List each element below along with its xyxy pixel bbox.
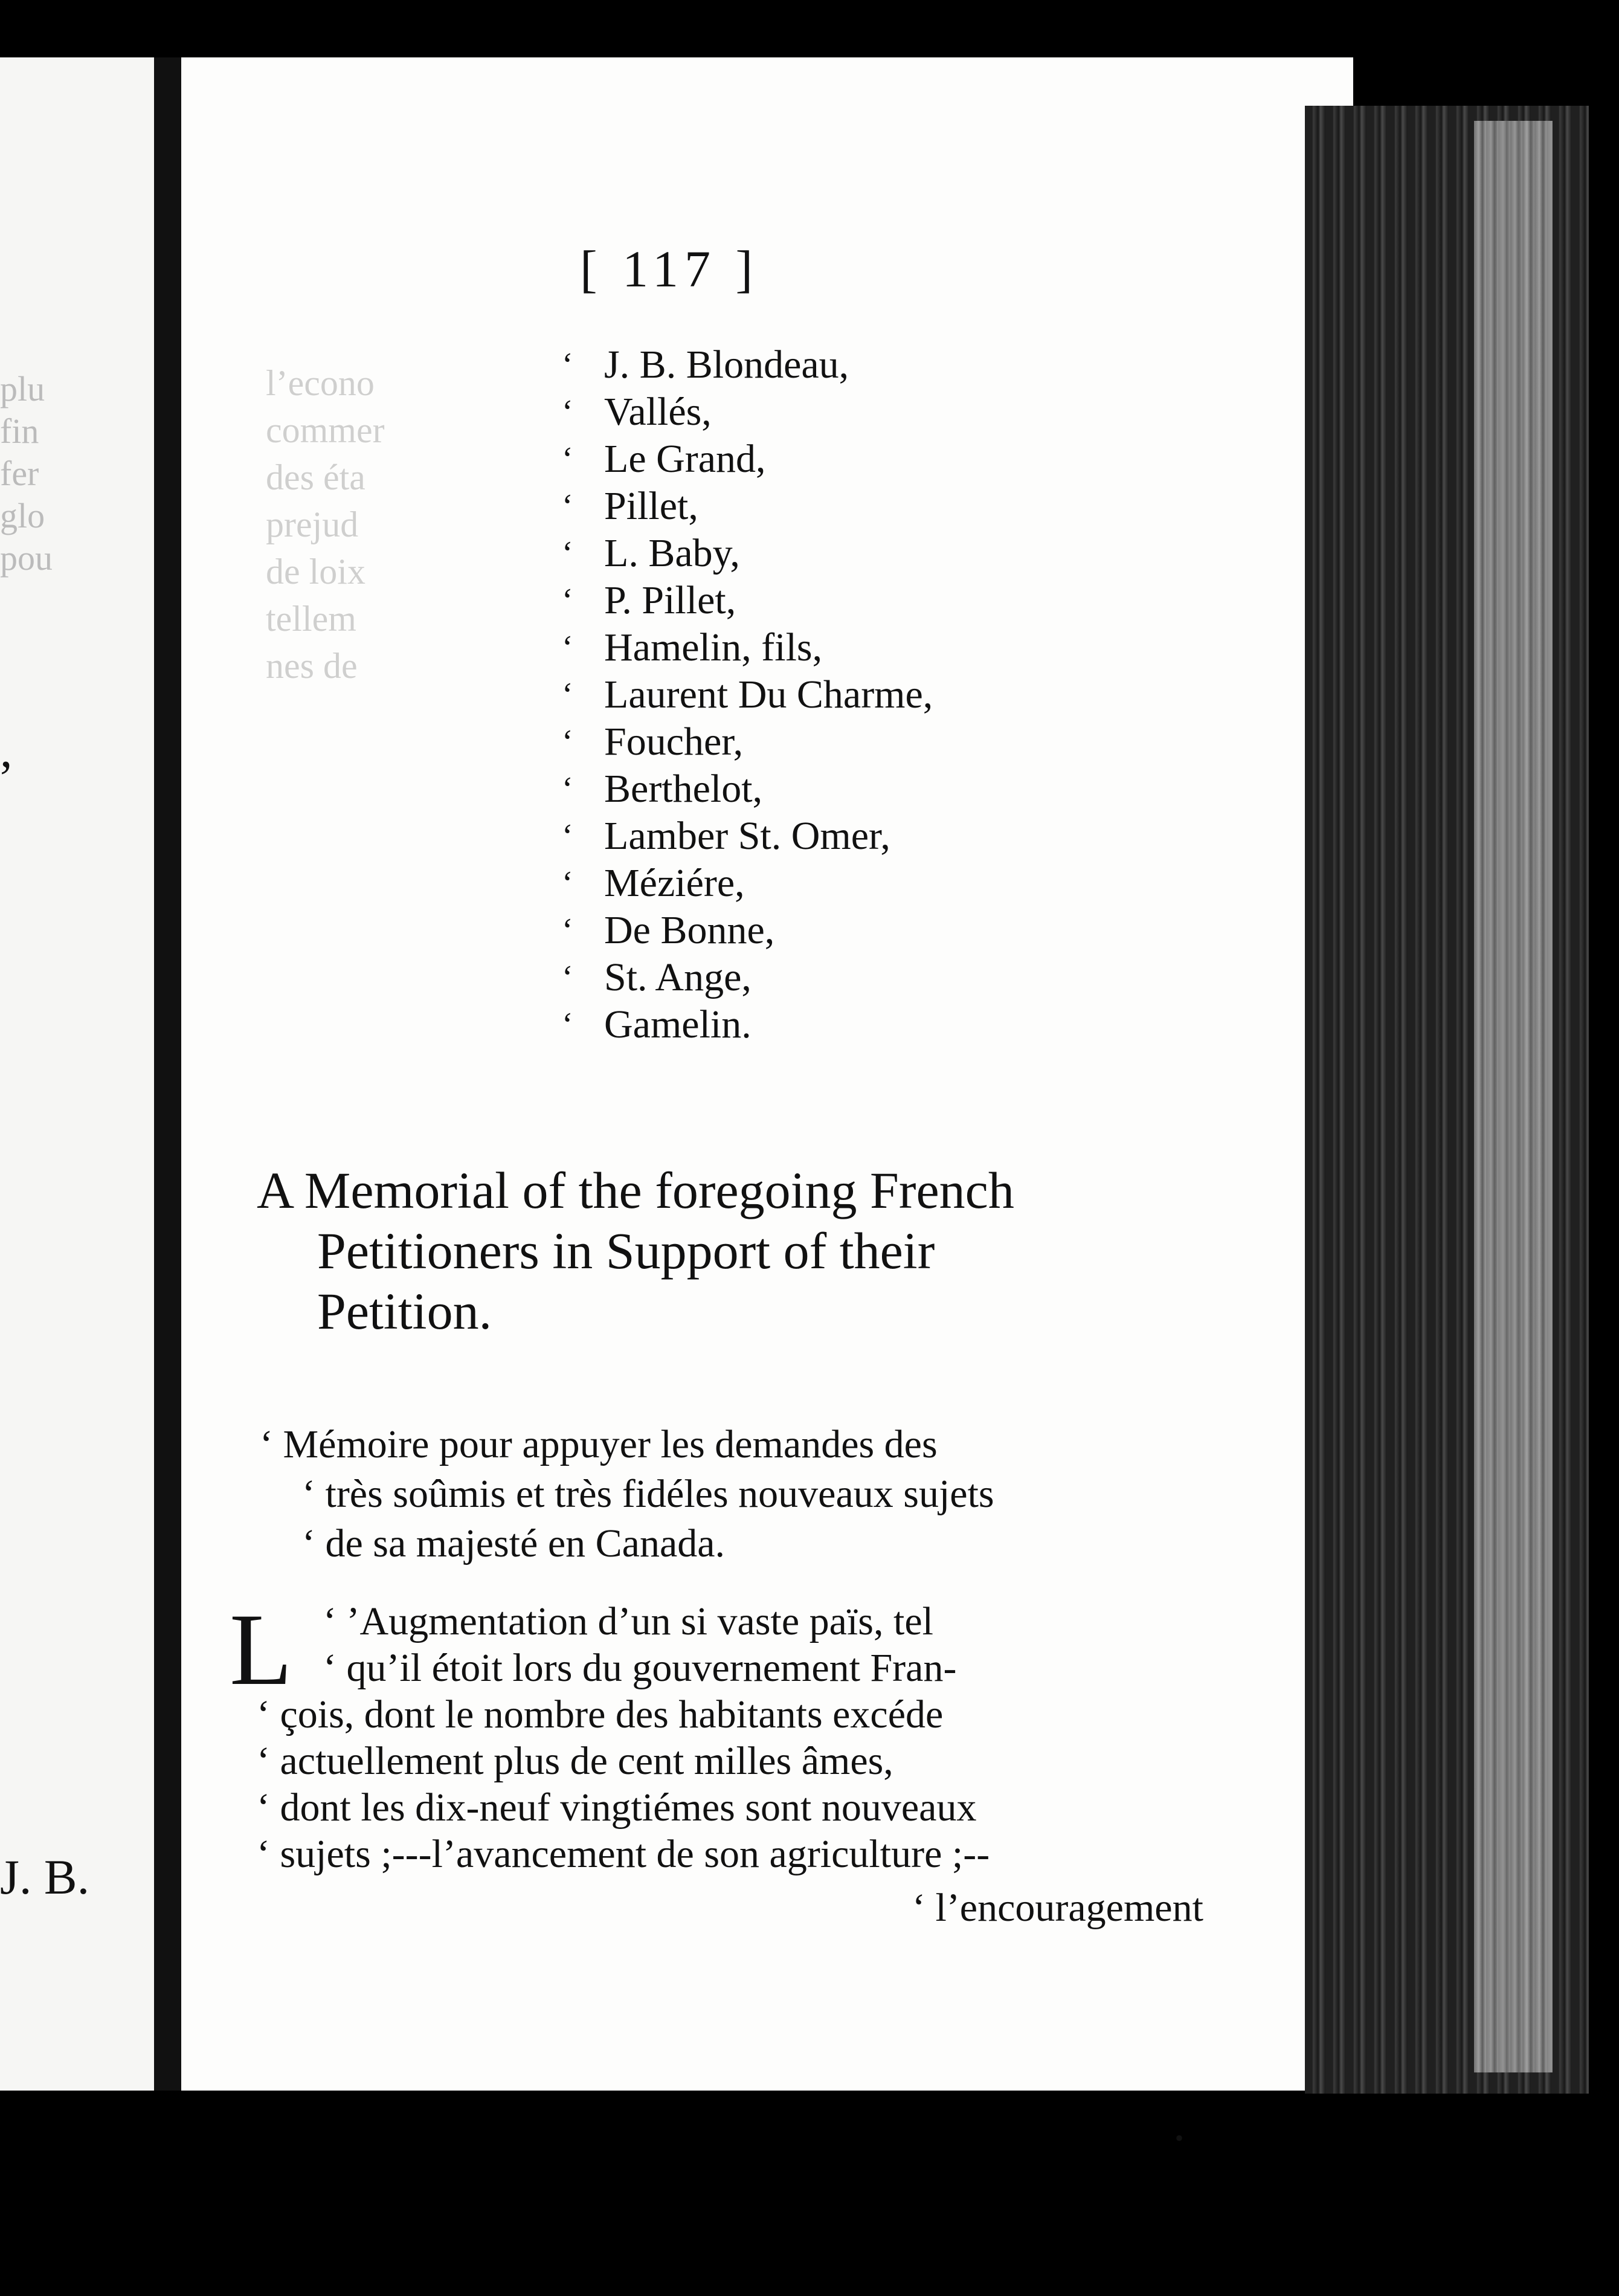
show-through-fragment: fer <box>0 454 39 493</box>
catchword: ‘ l’encouragement <box>912 1886 1203 1930</box>
body-line: ‘ çois, dont le nombre des habitants excéde <box>257 1692 944 1737</box>
page-speck: • <box>1175 2124 1184 2152</box>
signatory-name: Le Grand, <box>604 437 766 481</box>
body-line: ‘ sujets ;---l’avancement de son agriculture ;-- <box>257 1832 990 1876</box>
show-through-fragment: des éta <box>266 457 365 497</box>
signatory-name: Hamelin, fils, <box>604 625 823 669</box>
signatory-row: ‘ Le Grand, <box>562 436 933 483</box>
show-through-fragment: pou <box>0 538 53 578</box>
show-through-fragment: prejud <box>266 505 359 544</box>
show-through-fragment: l’econo <box>266 363 375 403</box>
signatory-row: ‘ J. B. Blondeau, <box>562 341 933 389</box>
body-line: ‘ qu’il étoit lors du gouvernement Fran- <box>323 1646 957 1690</box>
book-fore-edge-highlight <box>1474 121 1553 2072</box>
left-page-mark: , <box>0 723 13 778</box>
signatory-name: Laurent Du Charme, <box>604 672 933 717</box>
signatory-row: ‘ Méziére, <box>562 860 933 907</box>
signatory-row: ‘ De Bonne, <box>562 907 933 954</box>
signatory-row: ‘ Berthelot, <box>562 766 933 813</box>
show-through-fragment: tellem <box>266 599 356 639</box>
signatory-name: Méziére, <box>604 861 745 905</box>
memoire-line: ‘ Mémoire pour appuyer les demandes des <box>260 1422 938 1466</box>
signatory-name: Gamelin. <box>604 1002 752 1046</box>
memoire-line: ‘ de sa majesté en Canada. <box>302 1521 726 1566</box>
page-number-header: [ 117 ] <box>580 240 759 298</box>
signatory-name: Foucher, <box>604 720 744 764</box>
book-gutter <box>154 57 181 2091</box>
show-through-fragment: fin <box>0 411 39 451</box>
signatory-row: ‘ St. Ange, <box>562 954 933 1001</box>
show-through-fragment: nes de <box>266 646 358 686</box>
signatory-name: Pillet, <box>604 484 698 528</box>
signatory-name: De Bonne, <box>604 908 775 952</box>
show-through-fragment: commer <box>266 410 385 450</box>
body-line: ‘ actuellement plus de cent milles âmes, <box>257 1739 893 1783</box>
drop-cap: L <box>230 1593 292 1706</box>
show-through-fragment: de loix <box>266 552 365 592</box>
signatory-name: Lamber St. Omer, <box>604 814 890 858</box>
signatory-row: ‘ Foucher, <box>562 718 933 766</box>
signatory-row: ‘ Gamelin. <box>562 1001 933 1048</box>
left-page-bottom-text: J. B. <box>0 1849 90 1904</box>
signatory-row: ‘ Laurent Du Charme, <box>562 671 933 718</box>
memoire-line: ‘ très soûmis et très fidéles nouveaux sujets <box>302 1472 994 1516</box>
signatory-row: ‘ Vallés, <box>562 389 933 436</box>
signatory-name: Berthelot, <box>604 767 763 811</box>
signatory-row: ‘ Pillet, <box>562 483 933 530</box>
memorial-heading <box>257 1160 1284 1341</box>
signatory-name: Vallés, <box>604 390 712 434</box>
body-line: ‘ ’Augmentation d’un si vaste païs, tel <box>323 1599 933 1643</box>
heading-line: Petitioners in Support of their <box>317 1222 935 1280</box>
signatory-name: P. Pillet, <box>604 578 736 622</box>
heading-line: Petition. <box>317 1282 492 1340</box>
signatory-row: ‘ L. Baby, <box>562 530 933 577</box>
signatory-row: ‘ Lamber St. Omer, <box>562 813 933 860</box>
signatory-row: ‘ P. Pillet, <box>562 577 933 624</box>
book-page <box>181 57 1353 2152</box>
show-through-fragment: plu <box>0 369 45 408</box>
memoire-subheading <box>260 1420 1287 1569</box>
heading-line: A Memorial of the foregoing French <box>257 1161 1014 1219</box>
signatory-name: J. B. Blondeau, <box>604 343 849 387</box>
signatory-row: ‘ Hamelin, fils, <box>562 624 933 671</box>
left-facing-page <box>0 57 154 2091</box>
signatory-list <box>562 341 933 1048</box>
signatory-name: L. Baby, <box>604 531 740 575</box>
body-paragraph <box>257 1598 1284 1877</box>
signatory-name: St. Ange, <box>604 955 752 999</box>
body-line: ‘ dont les dix-neuf vingtiémes sont nouveaux <box>257 1785 977 1830</box>
show-through-fragment: glo <box>0 496 45 535</box>
